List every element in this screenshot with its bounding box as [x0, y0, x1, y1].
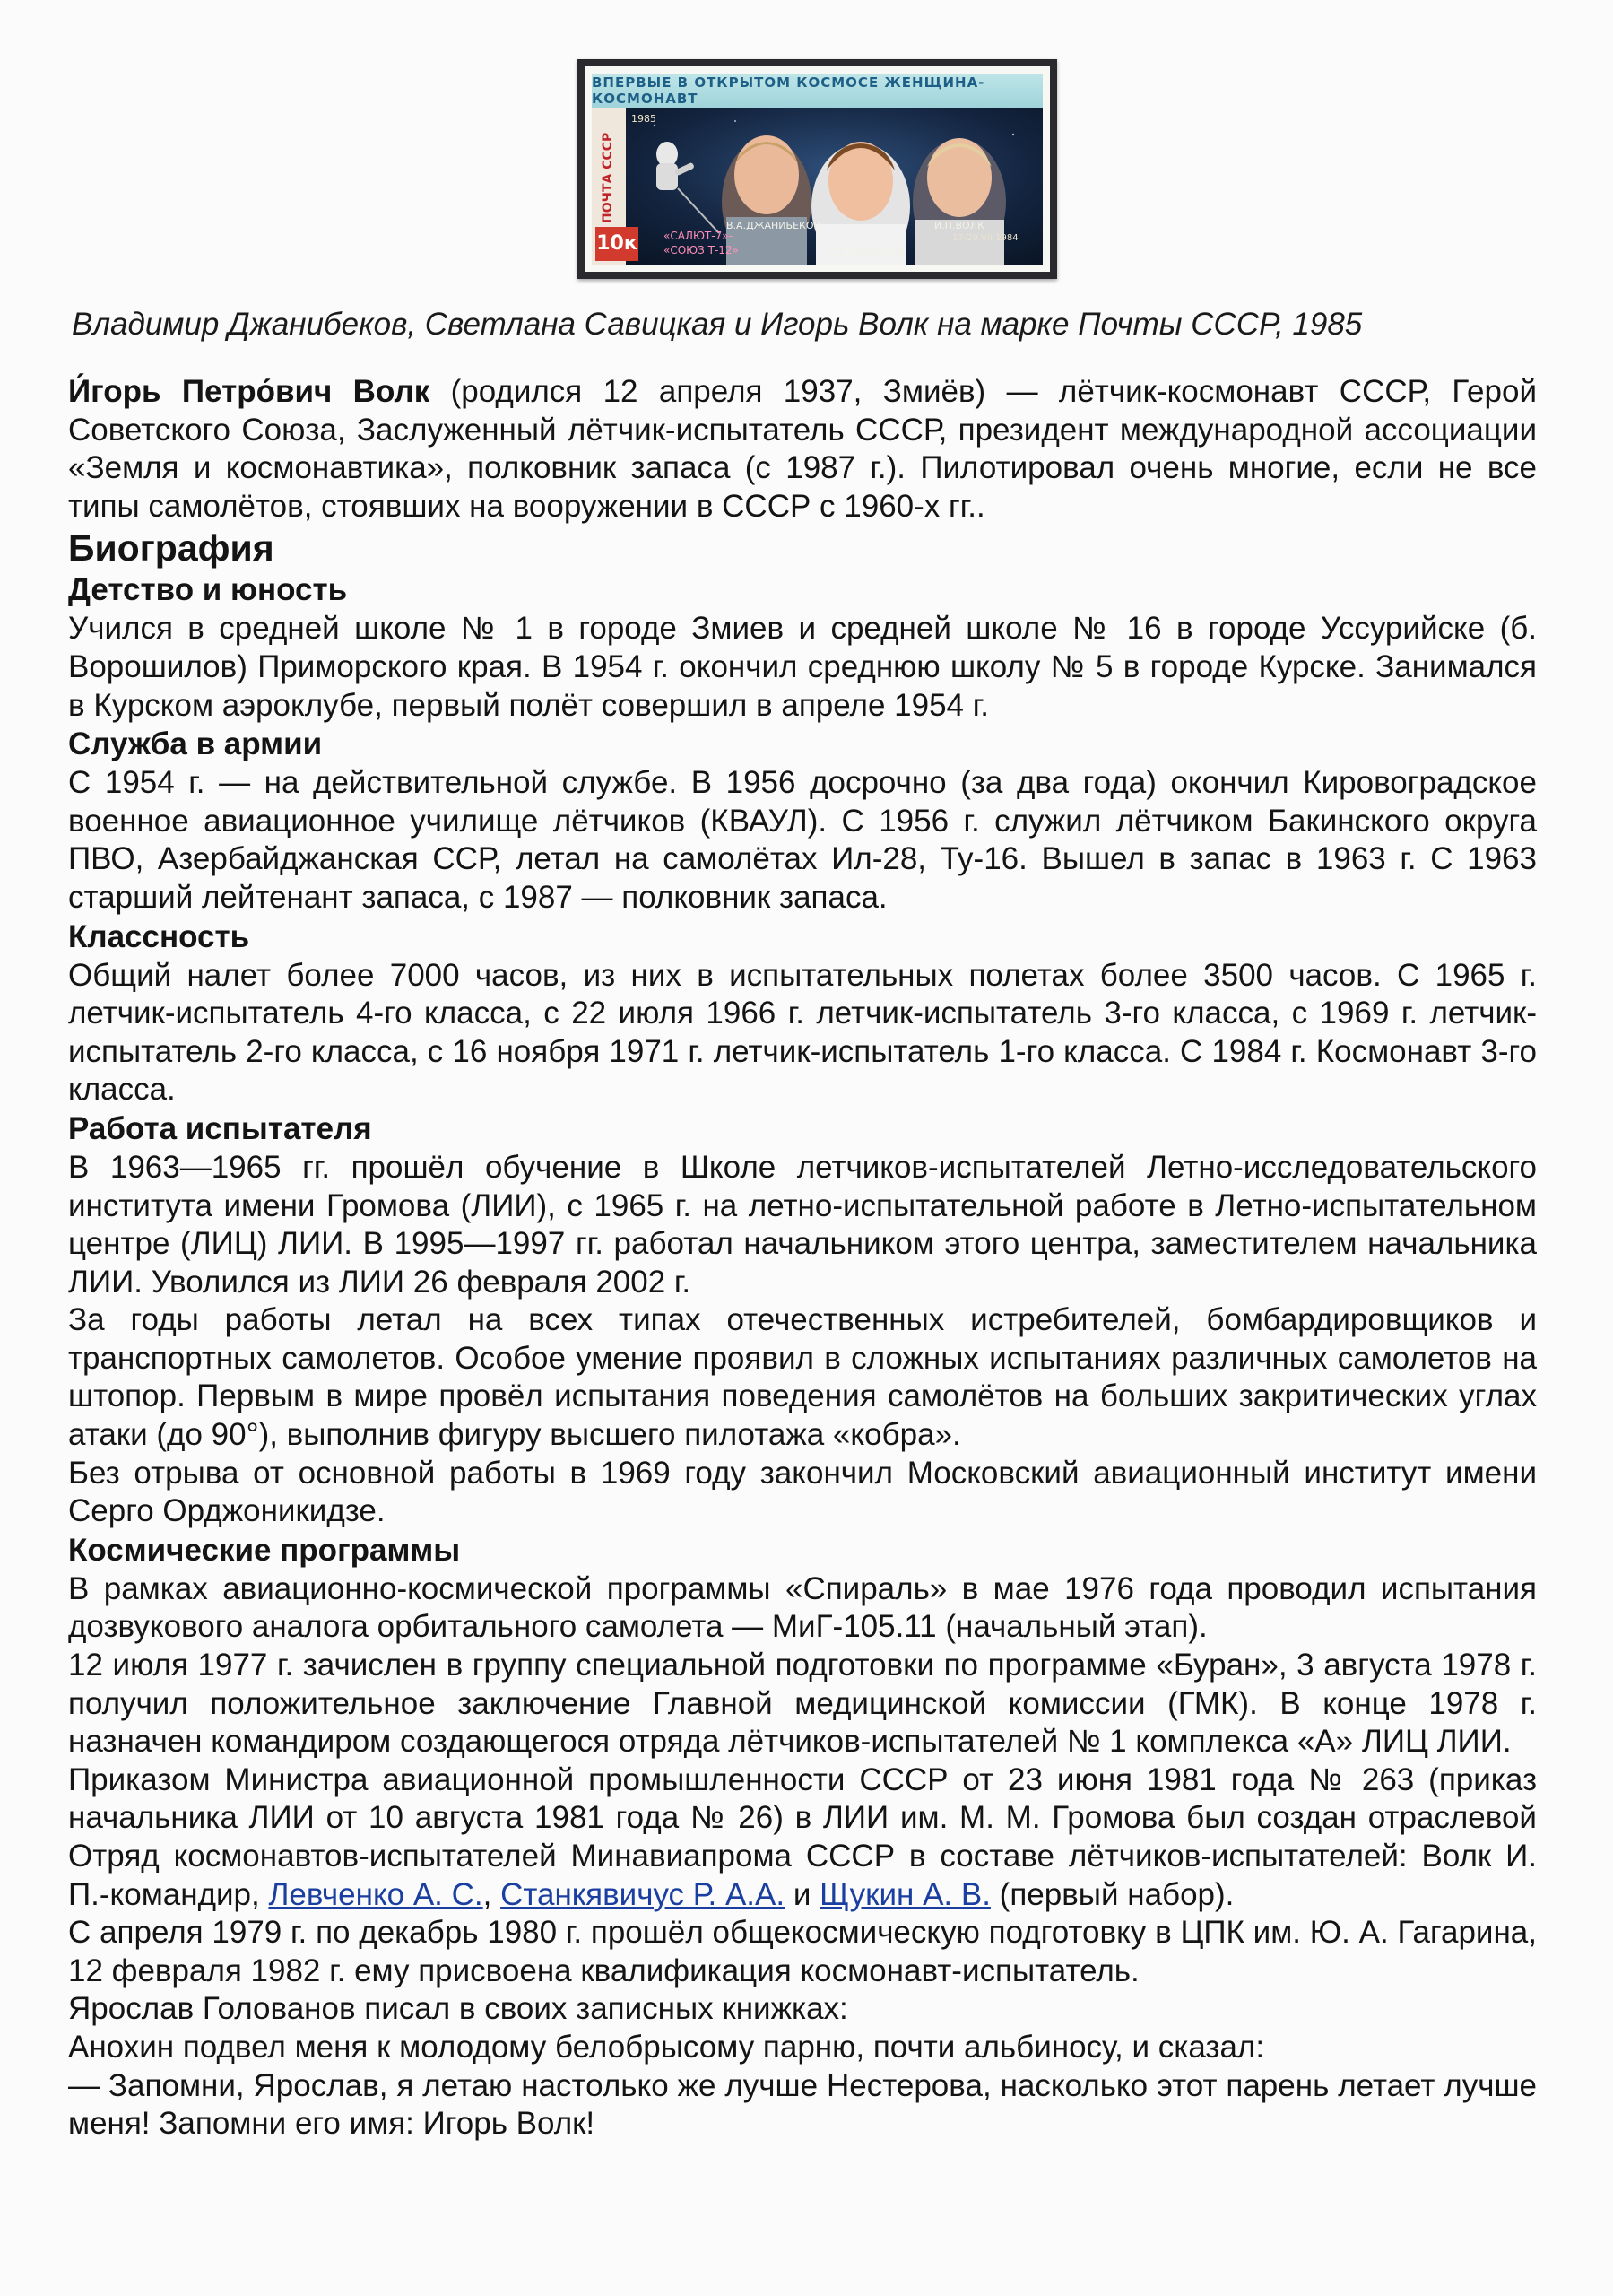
stamp-face [585, 66, 1050, 272]
stamp-date: 17-29.VII.1984 [952, 233, 1019, 243]
stamp-name-2: С.Е.САВИЦКАЯ [829, 247, 906, 258]
space-p3-end: (первый набор). [990, 1876, 1235, 1912]
stamp-station-2: «СОЮЗ Т-12» [663, 244, 739, 257]
biography-heading: Биография [68, 527, 274, 570]
stamp-station-1: «САЛЮТ-7»– [663, 230, 734, 242]
stamp-scene [592, 108, 1043, 265]
link-stankyavichus[interactable]: Станкявичус Р. А.А. [500, 1876, 785, 1912]
space-heading: Космические программы [68, 1532, 461, 1568]
tester-paragraph-3: Без отрыва от основной работы в 1969 году закончил Московский авиационный институт имени Серго Орджоникидзе. [68, 1455, 1537, 1529]
quote-paragraph-1: Анохин подвел меня к молодому белобрысому парню, почти альбиносу, и сказал: [68, 2029, 1265, 2065]
link-separator-2: и [785, 1876, 820, 1912]
stamp-title-band [592, 74, 1043, 108]
space-paragraph-3 [68, 1761, 1537, 1914]
tester-heading: Работа испытателя [68, 1110, 372, 1146]
portrait-volk [913, 138, 1006, 265]
class-heading: Классность [68, 918, 250, 954]
intro-paragraph [68, 373, 1537, 526]
childhood-text: Учился в средней школе № 1 в городе Змиев и средней школе № 16 в городе Уссурийске (б. Ворошилов) Приморского края. В 1954 г. окончил среднюю школу № 5 в городе Курске. Занимался в Курском аэроклубе, первый полёт совершил в апреле 1954 г. [68, 611, 1537, 723]
stamp-title: ВПЕРВЫЕ В ОТКРЫТОМ КОСМОСЕ ЖЕНЩИНА-КОСМОНАВТ [592, 74, 985, 107]
class-text: Общий налет более 7000 часов, из них в испытательных полетах более 3500 часов. С 1965 г. летчик-испытатель 4-го класса, с 22 июля 1966 г. летчик-испытатель 3-го класса, с 1969 г. летчик-испытатель 2-го класса, с 16 ноября 1971 г. летчик-испытатель 1-го класса. С 1984 г. Космонавт 3-го класса. [68, 957, 1537, 1108]
army-heading: Служба в армии [68, 726, 323, 762]
childhood-heading: Детство и юность [68, 572, 348, 608]
stamp-value: 10к [595, 227, 638, 261]
image-caption: Владимир Джанибеков, Светлана Савицкая и Игорь Волк на марке Почты СССР, 1985 [72, 307, 1363, 342]
space-paragraph-2: 12 июля 1977 г. зачислен в группу специальной подготовки по программе «Буран», 3 августа 1978 г. получил положительное заключение Главной медицинской комиссии (ГМК). В конце 1978 г. назначен командиром создающегося отряда лётчиков-испытателей № 1 комплекса «А» ЛИЦ ЛИИ. [68, 1648, 1537, 1760]
stamp-year: 1985 [631, 113, 656, 125]
stamp-name-3: И.П.ВОЛК [934, 220, 984, 231]
tester-paragraph-2: За годы работы летал на всех типах отечественных истребителей, бомбардировщиков и транспортных самолетов. Особое умение проявил в сложных испытаниях различных самолетов на штопор. Первым в мире провёл испытания поведения самолётов на больших закритических углах атаки (до 90°), выполнив фигуру высшего пилотажа «кобра». [68, 1302, 1537, 1453]
army-text: С 1954 г. — на действительной службе. В 1956 досрочно (за два года) окончил Кировоградское военное авиационное училище лётчиков (КВАУЛ). С 1956 г. служил лётчиком Бакинского округа ПВО, Азербайджанская ССР, летал на самолётах Ил-28, Ту-16. Вышел в запас в 1963 г. С 1963 старший лейтенант запаса, с 1987 — полковник запаса. [68, 765, 1537, 915]
space-paragraph-5: Ярослав Голованов писал в своих записных книжках: [68, 1991, 848, 2027]
stamp-name-1: В.А.ДЖАНИБЕКОВ [726, 220, 821, 231]
link-levchenko[interactable]: Левченко А. С. [268, 1876, 483, 1912]
article-body [68, 373, 1537, 2144]
person-name: И́горь Петро́вич Волк [68, 374, 430, 409]
tester-paragraph-1: В 1963—1965 гг. прошёл обучение в Школе летчиков-испытателей Летно-исследовательского института имени Громова (ЛИИ), с 1965 г. на летно-испытательной работе в Летно-испытательном центре (ЛИЦ) ЛИИ. В 1995—1997 гг. работал начальником этого центра, заместителем начальника ЛИИ. Уволился из ЛИИ 26 февраля 2002 г. [68, 1149, 1537, 1300]
stamp-country: ПОЧТА СССР [601, 132, 615, 223]
space-paragraph-1: В рамках авиационно-космической программы «Спираль» в мае 1976 года проводил испытания дозвукового аналога орбитального самолета — МиГ-105.11 (начальный этап). [68, 1570, 1537, 1645]
intro-text: (родился 12 апреля 1937, Змиёв) — лётчик-космонавт СССР, Герой Советского Союза, Заслуженный лётчик-испытатель СССР, президент международной ассоциации «Земля и космонавтика», полковник запаса (с 1987 г.). Пилотировал очень многие, если не все типы самолётов, стоявших на вооружении в СССР с 1960-х гг.. [68, 374, 1537, 524]
postage-stamp [577, 59, 1057, 279]
link-shchukin[interactable]: Щукин А. В. [820, 1876, 991, 1912]
astronaut-figure [656, 142, 719, 233]
space-paragraph-4: С апреля 1979 г. по декабрь 1980 г. прошёл общекосмическую подготовку в ЦПК им. Ю. А. Гагарина, 12 февраля 1982 г. ему присвоена квалификация космонавт-испытатель. [68, 1915, 1537, 1988]
quote-paragraph-2: — Запомни, Ярослав, я летаю настолько же лучше Нестерова, насколько этот парень летает лучше меня! Запомни его имя: Игорь Волк! [68, 2067, 1537, 2142]
space-p3-start: Приказом Министра авиационной промышленности СССР от 23 июня 1981 года № 263 (приказ начальника ЛИИ от 10 августа 1981 года № 26) в ЛИИ им. М. М. Громова был создан отраслевой Отряд космонавтов-испытателей Минавиапрома СССР в составе лётчиков-испытателей: Волк И. П.-командир, [68, 1761, 1537, 1912]
link-separator-1: , [482, 1876, 501, 1912]
